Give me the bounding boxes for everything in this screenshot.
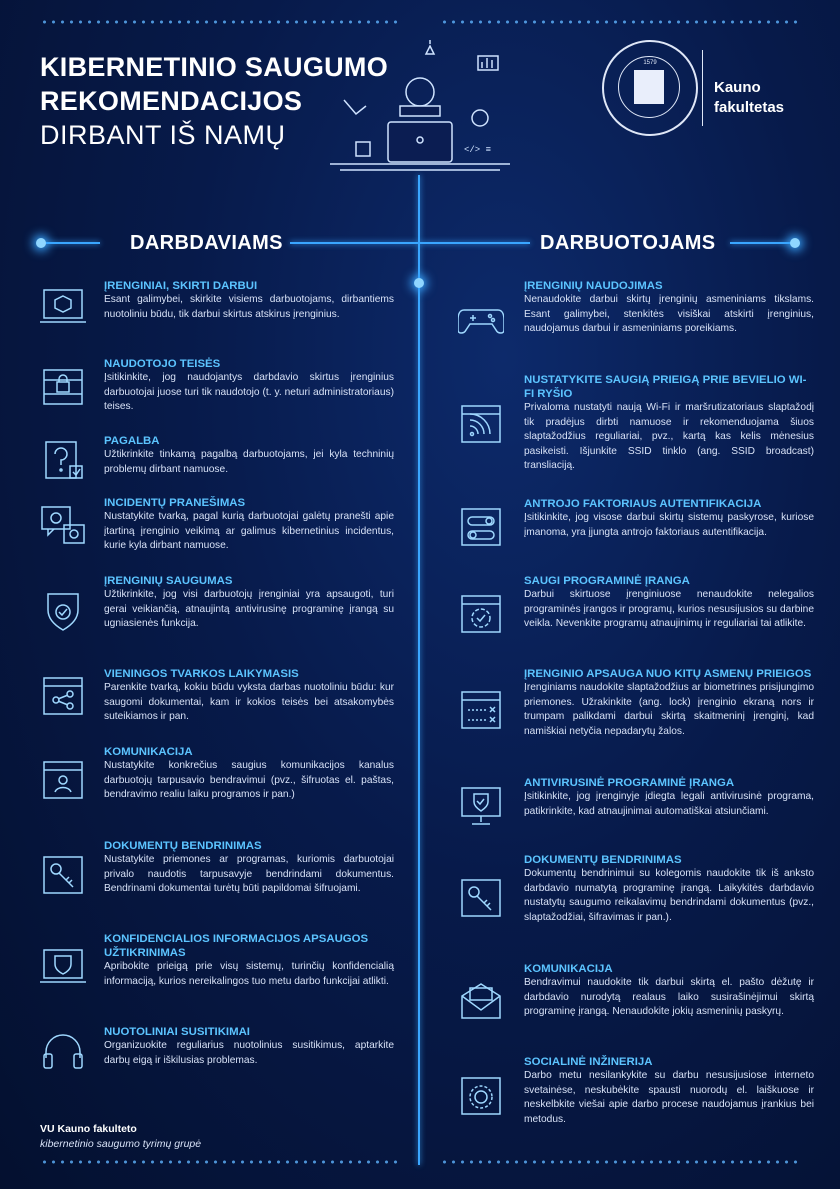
laptop-cube-icon	[40, 286, 86, 328]
logo-separator	[702, 50, 703, 126]
item-heading: VIENINGOS TVARKOS LAIKYMASIS	[104, 668, 299, 680]
item-text: Nustatykite konkrečius saugius komunikacijos kanalus darbuotojų tarpusavio bendravimui (pvz., šifruotas el. paštas, bendravimo realiu laiku programos ir pan.)	[104, 760, 394, 801]
item-text: Dokumentų bendrinimui su kolegomis naudokite tik iš anksto darbdavio numatytą programinę įrangą. Laikykitės darbdavio nustatytų saugumo reikalavimų bendrindami dokumentus (pvz., slaptažodžiai, šifravimas ir pan.).	[524, 868, 814, 923]
item-text: Bendravimui naudokite tik darbui skirtą el. pašto dėžutę ir darbdavio nurodytą realaus laiko susirašinėjimui skirtą programinę įrangą. Nenaudokite jokių asmeninių paskyrų.	[524, 977, 814, 1018]
item-text: Užtikrinkite, jog visi darbuotojų įrenginiai yra apsaugoti, turi gerai veikiančią, atnaujintą antivirusinę programinę įrangą su ugniasienės funkcija.	[104, 589, 394, 630]
list-item	[524, 667, 814, 739]
item-text: Organizuokite reguliarius nuotolinius susitikimus, aptarkite darbų eigą ir iškilusias problemas.	[104, 1040, 394, 1066]
faculty-line-1: Kauno	[714, 79, 761, 96]
item-heading: KOMUNIKACIJA	[104, 746, 193, 758]
list-item	[104, 279, 394, 322]
node-left	[36, 238, 46, 248]
item-text: Privaloma nustatyti naują Wi-Fi ir maršrutizatoriaus slaptažodį tik pradėjus dirbti namuose ir rekomenduojama šiuos slaptažodžius reguliariai, pvz., kartą kas kelis mėnesius pasikeisti. Išjunkite SSID tinklo (ang. SSID broadcast) transliaciją.	[524, 402, 814, 472]
list-item	[524, 776, 814, 819]
item-heading: SOCIALINĖ INŽINERIJA	[524, 1056, 653, 1068]
svg-text:</> ≡: </> ≡	[464, 145, 492, 155]
item-text: Užtikrinkite tinkamą pagalbą darbuotojams, jei kyla techninių problemų dirbant namuose.	[104, 449, 394, 475]
item-text: Nustatykite tvarką, pagal kurią darbuotojai galėtų pranešti apie įtartiną įrenginio veikimą ar galimus kibernetinius incidentus, kurie kyla dirbant namuose.	[104, 511, 394, 552]
item-heading: KOMUNIKACIJA	[524, 963, 613, 975]
left-header-line	[40, 242, 100, 244]
list-item	[524, 962, 814, 1020]
item-text: Nustatykite priemones ar programas, kuriomis darbuotojai privalo naudotis tarpusavyje bendrindami dokumentus. Bendrinami dokumentai turėtų būti papildomai šifruojami.	[104, 854, 394, 895]
item-heading: NUOTOLINIAI SUSITIKIMAI	[104, 1026, 250, 1038]
envelope-icon	[458, 980, 504, 1022]
item-heading: KONFIDENCIALIOS INFORMACIJOS APSAUGOS UŽTIKRINIMAS	[104, 933, 369, 959]
right-header-line-2	[730, 242, 795, 244]
item-heading: ĮRENGINIŲ SAUGUMAS	[104, 575, 233, 587]
headphones-icon	[40, 1030, 86, 1072]
footer-line-2: kibernetinio saugumo tyrimų grupė	[40, 1138, 202, 1150]
list-item	[524, 279, 814, 337]
gear-check-icon	[458, 594, 504, 636]
item-heading: PAGALBA	[104, 435, 160, 447]
item-text: Darbo metu nesilankykite su darbu nesusijusiose interneto svetainėse, neskubėkite spausti nuorodų el. laiškuose ir neskelbkite viešai apie darbo procese naudojamus įrankius bei metodus.	[524, 1070, 814, 1125]
item-heading: NUSTATYKITE SAUGIĄ PRIEIGĄ PRIE BEVIELIO WI-FI RYŠIO	[524, 374, 807, 400]
item-text: Darbui skirtuose įrenginiuose nenaudokite nelegalios programinės įrangos ir programų, kurios nesusijusios su darbine veikla. Nevenkite programų atnaujinimų ir reguliariai tai atlikite.	[524, 589, 814, 630]
faculty-name	[714, 78, 784, 118]
list-item	[524, 497, 814, 540]
list-item	[524, 373, 814, 474]
university-seal-logo	[602, 40, 698, 136]
item-text: Įrenginiams naudokite slaptažodžius ar biometrines prisijungimo priemones. Užrakinkite (ang. lock) įrenginio ekraną nors ir trumpam palikdami darbui skirtą skaitmeninį įrenginį, kad namiškiai netyčia nepadarytų žalos.	[524, 682, 814, 737]
item-heading: INCIDENTŲ PRANEŠIMAS	[104, 497, 246, 509]
list-item	[524, 853, 814, 925]
seal-emblem	[634, 70, 664, 104]
item-heading: ANTIVIRUSINĖ PROGRAMINĖ ĮRANGA	[524, 777, 735, 789]
item-heading: DOKUMENTŲ BENDRINIMAS	[524, 854, 682, 866]
node-center	[414, 278, 424, 288]
footer-line-1: VU Kauno fakulteto	[40, 1123, 137, 1135]
wifi-window-icon	[458, 404, 504, 446]
item-heading: DOKUMENTŲ BENDRINIMAS	[104, 840, 262, 852]
list-item	[104, 745, 394, 803]
title-line-3: DIRBANT IŠ NAMŲ	[40, 120, 286, 150]
item-text: Apribokite prieigą prie visų sistemų, turinčių konfidencialią informaciją, kurios nereikalingos tuo metu darbo funkcijai atlikti.	[104, 961, 394, 987]
center-divider	[418, 175, 420, 1165]
item-heading: ĮRENGINIAI, SKIRTI DARBUI	[104, 280, 258, 292]
right-header-line	[420, 242, 530, 244]
footer-credit	[40, 1122, 201, 1152]
list-item	[104, 496, 394, 554]
key-icon	[458, 878, 504, 920]
item-heading: NAUDOTOJO TEISĖS	[104, 358, 221, 370]
node-right	[790, 238, 800, 248]
item-heading: ANTROJO FAKTORIAUS AUTENTIFIKACIJA	[524, 498, 762, 510]
share-window-icon	[40, 676, 86, 718]
list-item	[104, 667, 394, 725]
gamepad-icon	[458, 298, 504, 340]
laptop-shield-icon	[40, 946, 86, 988]
bug-report-icon	[40, 503, 86, 545]
item-text: Esant galimybei, skirkite visiems darbuotojams, dirbantiems nuotoliniu būdu, tik darbui skirtus atskirus įrenginius.	[104, 294, 394, 320]
monitor-shield-icon	[458, 786, 504, 828]
seal-year: 1579	[643, 60, 657, 66]
list-item	[524, 574, 814, 632]
item-text: Įsitikinkite, jog įrenginyje įdiegta legali antivirusinė programa, patikrinkite, kad atnaujinimai automatiškai atsiunčiami.	[524, 791, 814, 817]
top-dots-right	[440, 20, 800, 24]
faculty-line-2: fakultetas	[714, 99, 785, 116]
list-item	[104, 574, 394, 632]
toggle-icon	[458, 507, 504, 549]
item-heading: ĮRENGINIŲ NAUDOJIMAS	[524, 280, 663, 292]
list-item	[104, 357, 394, 415]
bottom-dots	[40, 1160, 400, 1164]
person-laptop-illustration	[330, 40, 510, 180]
list-item	[104, 1025, 394, 1068]
left-header-line-2	[290, 242, 418, 244]
item-text: Nenaudokite darbui skirtų įrenginių asmeniniams tikslams. Esant galimybei, stenkitės visiškai atskirti įrenginius, naudojamus darbui ir asmeniniams poreikiams.	[524, 294, 814, 335]
password-window-icon	[458, 690, 504, 732]
item-text: Įsitikinkite, jog visose darbui skirtų sistemų paskyrose, kuriose įmanoma, yra įjungta antrojo faktoriaus autentifikacija.	[524, 512, 814, 538]
title-line-2: REKOMENDACIJOS	[40, 86, 303, 116]
section-heading-employers: DARBDAVIAMS	[130, 232, 283, 254]
bottom-dots-right	[440, 1160, 800, 1164]
list-item	[524, 1055, 814, 1127]
list-item	[104, 932, 394, 989]
item-heading: ĮRENGINIO APSAUGA NUO KITŲ ASMENŲ PRIEIGOS	[524, 668, 812, 680]
lock-network-icon	[40, 366, 86, 408]
item-text: Įsitikinkite, jog naudojantys darbdavio skirtus įrenginius darbuotojai juose turi tik naudotojo (t. y. neturi administratoriaus) teises.	[104, 372, 394, 413]
key-icon	[40, 855, 86, 897]
badge-icon	[458, 1076, 504, 1118]
list-item	[104, 839, 394, 897]
list-item	[104, 434, 394, 477]
item-text: Parenkite tvarką, kokiu būdu vyksta darbas nuotoliniu būdu: kur saugomi dokumentai, kam ir kokios teisės bei atsakomybės suteikiamos ir pan.	[104, 682, 394, 723]
shield-check-icon	[40, 590, 86, 632]
question-icon	[40, 440, 86, 482]
section-heading-employees: DARBUOTOJAMS	[540, 232, 716, 254]
title-line-1: KIBERNETINIO SAUGUMO	[40, 52, 389, 82]
top-dots	[40, 20, 400, 24]
user-screen-icon	[40, 760, 86, 802]
item-heading: SAUGI PROGRAMINĖ ĮRANGA	[524, 575, 690, 587]
